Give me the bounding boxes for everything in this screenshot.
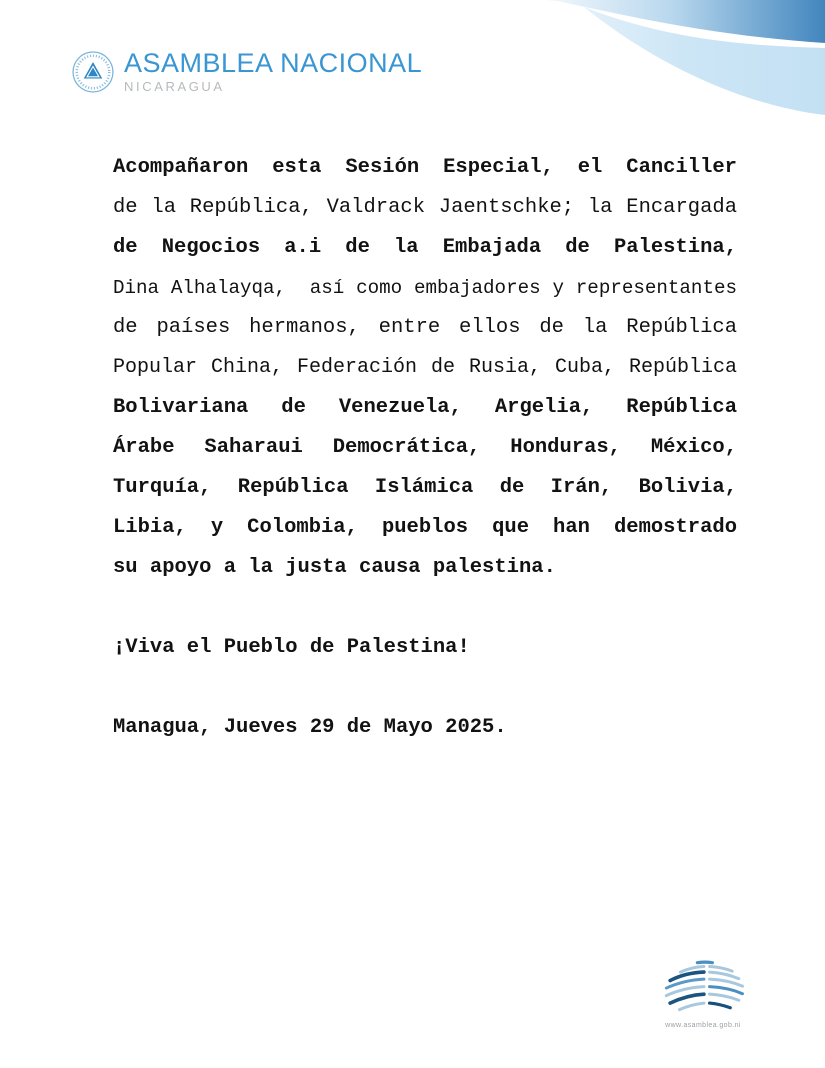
- paragraph-line: de países hermanos, entre ellos de la República: [113, 316, 737, 339]
- globe-logo-icon: [655, 958, 751, 1020]
- letterhead-text: [124, 48, 422, 94]
- paragraph-line: su apoyo a la justa causa palestina.: [113, 556, 556, 579]
- slogan-line: ¡Viva el Pueblo de Palestina!: [113, 636, 470, 659]
- assembly-seal-icon: [72, 50, 114, 94]
- website-url: www.asamblea.gob.ni: [665, 1022, 741, 1029]
- paragraph-line: Turquía, República Islámica de Irán, Bolivia,: [113, 476, 737, 499]
- letter-body: [113, 148, 737, 748]
- paragraph-line: de Negocios a.i de la Embajada de Palestina,: [113, 236, 737, 259]
- org-country: NICARAGUA: [124, 79, 225, 94]
- letterhead: [72, 48, 422, 94]
- paragraph-line: Popular China, Federación de Rusia, Cuba, República: [113, 356, 737, 379]
- dateline: Managua, Jueves 29 de Mayo 2025.: [113, 716, 507, 739]
- paragraph-line: Libia, y Colombia, pueblos que han demostrado: [113, 516, 737, 539]
- paragraph-line: Bolivariana de Venezuela, Argelia, República: [113, 396, 737, 419]
- paragraph-line: Árabe Saharaui Democrática, Honduras, México,: [113, 436, 737, 459]
- paragraph-line: de la República, Valdrack Jaentschke; la Encargada: [113, 196, 737, 219]
- footer: [655, 958, 751, 1029]
- org-name: ASAMBLEA NACIONAL: [124, 48, 423, 78]
- paragraph-line: Acompañaron esta Sesión Especial, el Canciller: [113, 156, 737, 179]
- paragraph-line: Dina Alhalayqa, así como embajadores y representantes: [113, 277, 737, 299]
